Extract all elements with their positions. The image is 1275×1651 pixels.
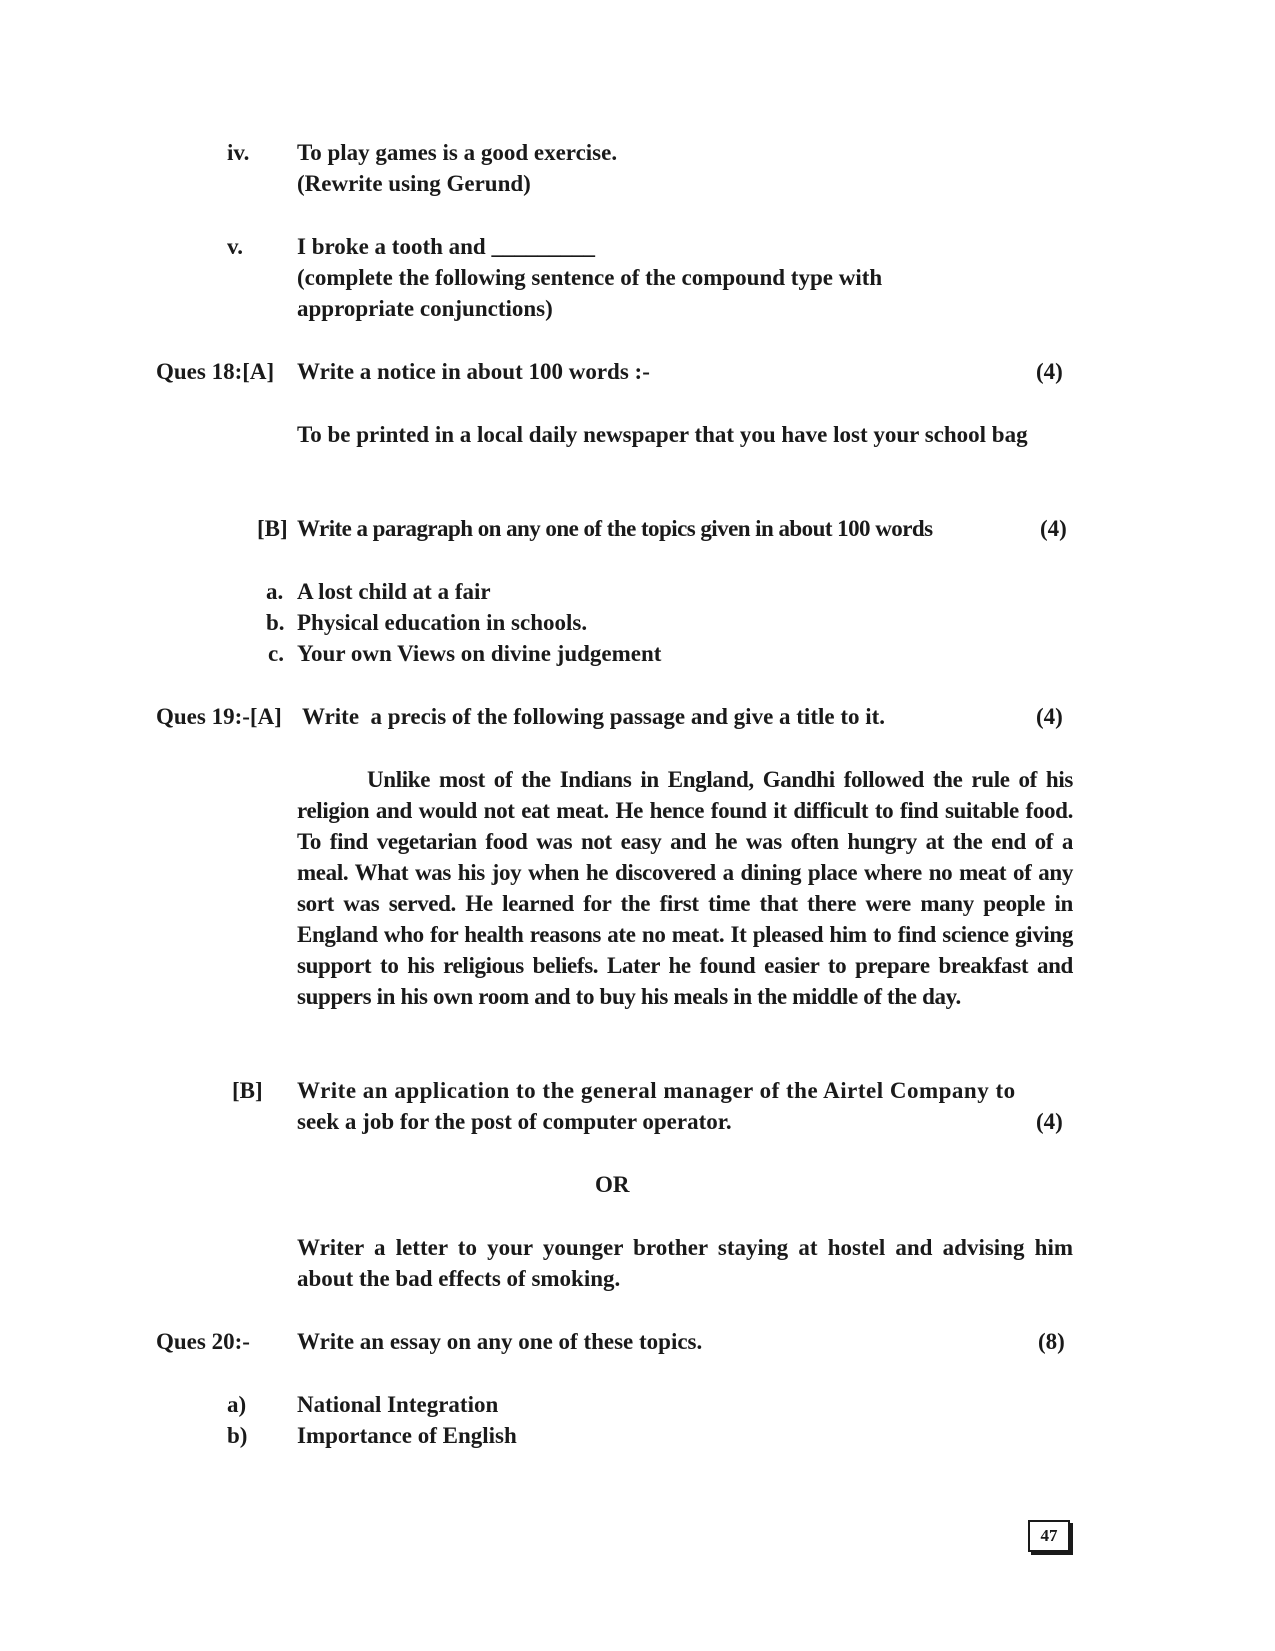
question-18a-marks: (4)	[1036, 359, 1063, 384]
topic-text: Your own Views on divine judgement	[297, 641, 662, 666]
or-divider: OR	[595, 1172, 630, 1197]
question-20-label: Ques 20:-	[156, 1329, 250, 1354]
question-18-label: Ques 18:[A]	[156, 359, 275, 384]
question-20-text: Write an essay on any one of these topics.	[297, 1329, 703, 1354]
page-number: 47	[1028, 1520, 1070, 1552]
question-18b-label: [B]	[257, 516, 288, 541]
topic-letter: a)	[227, 1392, 247, 1417]
item-iv-text: To play games is a good exercise.	[297, 140, 618, 165]
topic-text: Importance of English	[297, 1423, 517, 1448]
question-19b-line2: seek a job for the post of computer operator.	[297, 1109, 732, 1134]
item-v-instruction-line1: (complete the following sentence of the compound type with	[297, 265, 883, 290]
question-19b-marks: (4)	[1036, 1109, 1063, 1134]
item-v-text: I broke a tooth and _________	[297, 234, 595, 259]
topic-letter: b)	[227, 1423, 248, 1448]
topic-text: A lost child at a fair	[297, 579, 491, 604]
item-iv-instruction: (Rewrite using Gerund)	[297, 171, 531, 196]
question-18b-text: Write a paragraph on any one of the topics given in about 100 words	[297, 516, 933, 541]
topic-text: Physical education in schools.	[297, 610, 588, 635]
topic-letter: b.	[266, 610, 285, 635]
question-18b-marks: (4)	[1040, 516, 1067, 541]
question-19b-label: [B]	[232, 1078, 263, 1103]
question-18a-text: Write a notice in about 100 words :-	[297, 359, 650, 384]
topic-letter: c.	[268, 641, 284, 666]
topic-text: National Integration	[297, 1392, 499, 1417]
question-19b-line1: Write an application to the general manager of the Airtel Company to	[297, 1078, 1016, 1103]
question-19-label: Ques 19:-[A]	[156, 704, 282, 729]
question-19a-text: Write a precis of the following passage and give a title to it.	[302, 704, 886, 729]
precis-passage: Unlike most of the Indians in England, Gandhi followed the rule of his religion and would not eat meat. He hence found it difficult to find suitable food. To find vegetarian food was not easy and he was often hungry at the end of a meal. What was his joy when he discovered a dining place where no meat of any sort was served. He learned for the first time that there were many people in England who for health reasons ate no meat. It pleased him to find science giving support to his religious beliefs. Later he found easier to prepare breakfast and suppers in his own room and to buy his meals in the middle of the day.	[297, 767, 1073, 1009]
item-number-v: v.	[227, 234, 243, 259]
question-19b-alternative: Writer a letter to your younger brother staying at hostel and advising him about the bad effects of smoking.	[297, 1235, 1073, 1291]
item-number-iv: iv.	[227, 140, 250, 165]
question-18a-detail: To be printed in a local daily newspaper that you have lost your school bag	[297, 422, 1028, 447]
question-19a-marks: (4)	[1036, 704, 1063, 729]
topic-letter: a.	[266, 579, 284, 604]
item-v-instruction-line2: appropriate conjunctions)	[297, 296, 553, 321]
question-20-marks: (8)	[1038, 1329, 1065, 1354]
